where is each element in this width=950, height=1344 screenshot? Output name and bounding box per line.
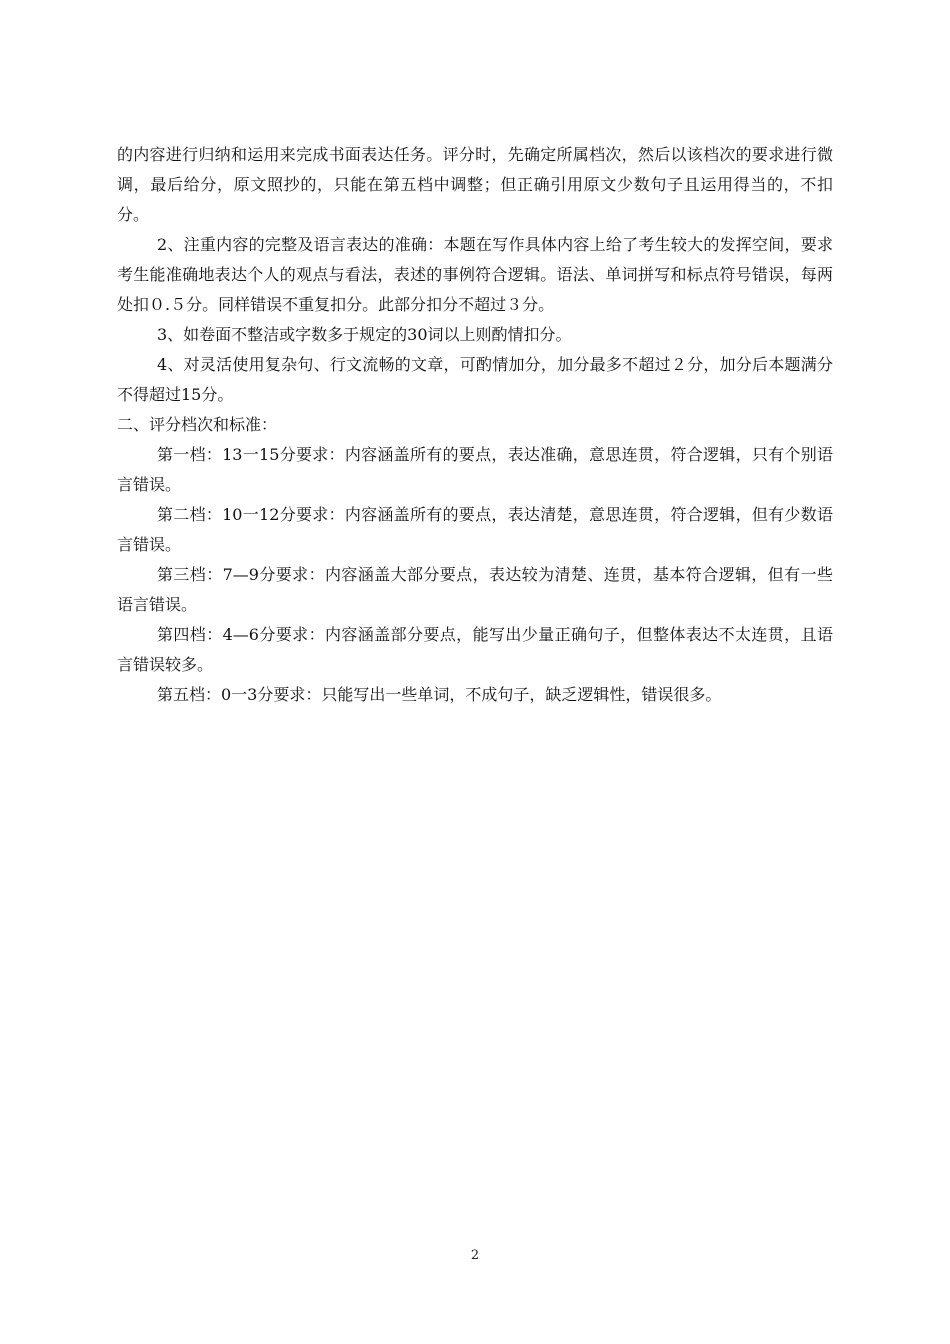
paragraph-rule-2: 2、注重内容的完整及语言表达的准确：本题在写作具体内容上给了考生较大的发挥空间，要求考生能准确地表达个人的观点与看法，表述的事例符合逻辑。语法、单词拼写和标点符号错误，每两处扣０.５分。同样错误不重复扣分。此部分扣分不超过３分。 [117,235,833,314]
grade-level-3: 第三档：7—9分要求：内容涵盖大部分要点，表达较为清楚、连贯，基本符合逻辑，但有一些语言错误。 [117,565,833,614]
grade-level-2: 第二档：10一12分要求：内容涵盖所有的要点，表达清楚，意思连贯，符合逻辑，但有少数语言错误。 [117,505,833,554]
grade-level-4: 第四档：4—6分要求：内容涵盖部分要点，能写出少量正确句子，但整体表达不太连贯，且语言错误较多。 [117,625,833,674]
paragraph-continuation: 的内容进行归纳和运用来完成书面表达任务。评分时，先确定所属档次，然后以该档次的要求进行微调，最后给分，原文照抄的，只能在第五档中调整；但正确引用原文少数句子且运用得当的，不扣分。 [117,145,833,224]
grade-level-1: 第一档：13一15分要求：内容涵盖所有的要点，表达准确，意思连贯，符合逻辑，只有个别语言错误。 [117,445,833,494]
section-heading: 二、评分档次和标准： [117,415,278,434]
paragraph-rule-3: 3、如卷面不整洁或字数多于规定的30词以上则酌情扣分。 [157,325,572,344]
grade-level-5: 第五档：0一3分要求：只能写出一些单词，不成句子，缺乏逻辑性，错误很多。 [157,685,722,704]
document-body [117,140,833,710]
page-number: 2 [470,1248,480,1263]
paragraph-rule-4: 4、对灵活使用复杂句、行文流畅的文章，可酌情加分，加分最多不超过２分，加分后本题满分不得超过15分。 [117,355,833,404]
